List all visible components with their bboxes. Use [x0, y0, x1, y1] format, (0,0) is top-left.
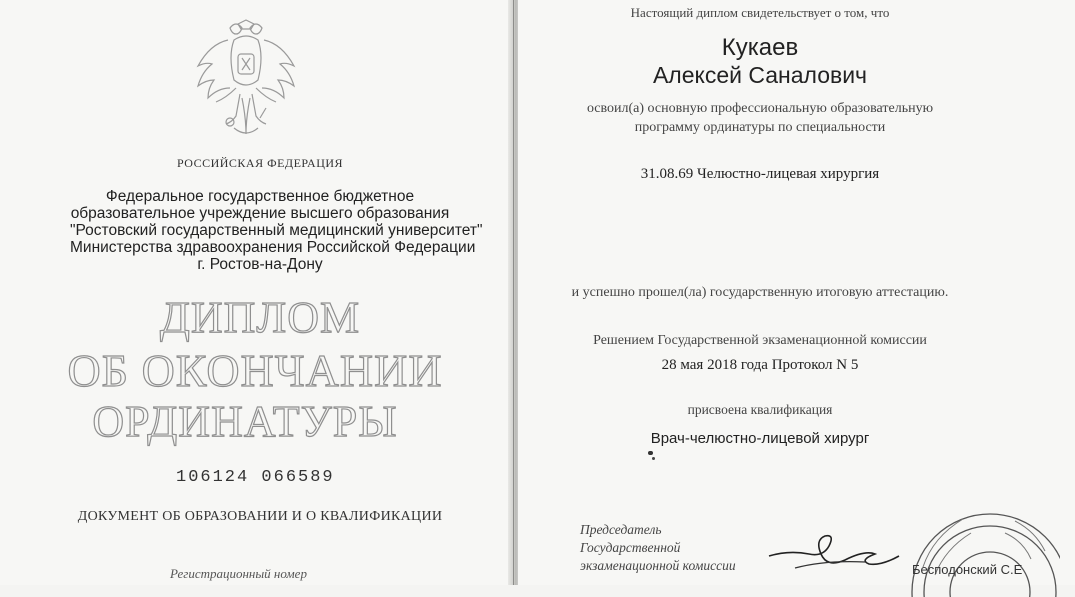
- ink-speck: [648, 451, 653, 455]
- program-statement: [530, 99, 990, 137]
- double-headed-eagle-emblem-icon: [190, 18, 302, 146]
- commission-decision: Решением Государственной экзаменационной комиссии: [593, 333, 927, 348]
- institution-name: [70, 188, 483, 273]
- institution-line: "Ростовский государственный медицинский университет": [70, 222, 483, 239]
- institution-line: Министерства здравоохранения Российской Федерации: [70, 239, 476, 256]
- chair-label-line: Государственной: [580, 540, 681, 555]
- graduate-surname: Кукаев: [721, 34, 799, 61]
- diploma-title-line: ОРДИНАТУРЫ: [92, 397, 398, 446]
- serial-number: 106124 066589: [176, 468, 335, 487]
- page-fold-line: [513, 0, 514, 585]
- document-type-label: ДОКУМЕНТ ОБ ОБРАЗОВАНИИ И О КВАЛИФИКАЦИИ: [77, 509, 443, 524]
- ink-speck: [652, 457, 655, 460]
- chair-label-line: Председатель: [580, 522, 662, 537]
- institution-line: Федеральное государственное бюджетное: [105, 188, 415, 205]
- graduate-given-names: Алексей Саналович: [652, 62, 868, 88]
- commission-chair-label: [580, 521, 736, 575]
- diploma-title-line: ОБ ОКОНЧАНИИ: [67, 345, 443, 396]
- attestation-statement: и успешно прошел(ла) государственную итоговую аттестацию.: [571, 285, 949, 300]
- qualification: Врач-челюстно-лицевой хирург: [650, 430, 870, 447]
- left-page: [0, 0, 512, 585]
- diploma-title-line: ДИПЛОМ: [159, 293, 361, 342]
- qualification-label: присвоена квалификация: [687, 402, 833, 417]
- country-label: РОССИЙСКАЯ ФЕДЕРАЦИЯ: [176, 156, 344, 170]
- institution-line: г. Ростов-на-Дону: [197, 256, 323, 273]
- program-statement-line: освоил(а) основную профессиональную образовательную: [586, 101, 934, 116]
- institution-line: образовательное учреждение высшего образования: [70, 205, 450, 222]
- handwritten-signature: [765, 528, 905, 580]
- official-round-stamp: [895, 497, 1060, 597]
- program-statement-line: программу ординатуры по специальности: [634, 120, 886, 135]
- registration-number-label: Регистрационный номер: [170, 566, 307, 581]
- commission-chair-name: Бесподонский С.Е: [912, 562, 1023, 577]
- protocol-date: 28 мая 2018 года Протокол N 5: [661, 357, 859, 373]
- chair-label-line: экзаменационной комиссии: [580, 558, 736, 573]
- specialty: 31.08.69 Челюстно-лицевая хирургия: [640, 166, 880, 182]
- certification-intro: Настоящий диплом свидетельствует о том, что: [630, 5, 890, 20]
